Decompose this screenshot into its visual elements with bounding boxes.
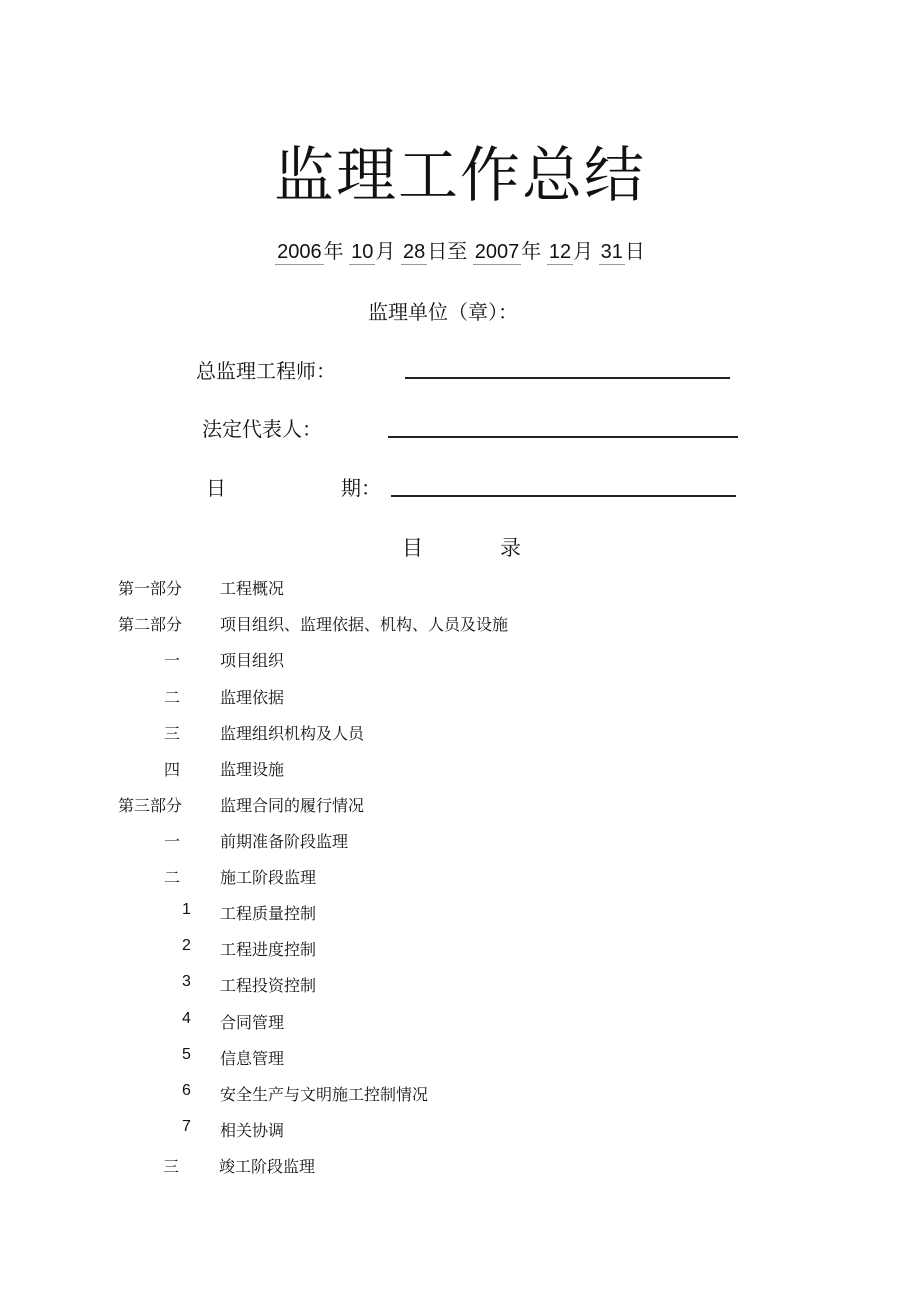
toc-item (0, 757, 920, 781)
toc-item (0, 1118, 920, 1142)
toc-item-number: 6 (182, 1082, 191, 1099)
chief-engineer-signature-line (405, 377, 730, 379)
toc-item-text: 项目组织 (220, 651, 285, 670)
toc-item-number: 4 (182, 1010, 191, 1027)
end-year: 2007 (474, 241, 520, 263)
toc-item-number: 四 (164, 760, 181, 779)
document-title: 监理工作总结 (274, 141, 646, 211)
toc-item-number: 第一部分 (118, 579, 183, 598)
end-day: 31 (600, 241, 623, 263)
day-unit: 日 (624, 239, 645, 263)
year-unit: 年 (521, 239, 542, 263)
toc-item (0, 1082, 920, 1106)
month-unit: 月 (573, 239, 594, 263)
toc-item (0, 1154, 920, 1178)
month-unit: 月 (375, 239, 396, 263)
toc-item (0, 1010, 920, 1034)
start-year: 2006 (277, 241, 322, 263)
day-unit: 日 (427, 239, 448, 263)
toc-item-text: 监理依据 (220, 688, 285, 707)
toc-item-text: 项目组织、监理依据、机构、人员及设施 (220, 615, 509, 634)
toc-item-number: 7 (182, 1118, 191, 1135)
toc-item-number: 三 (164, 724, 181, 743)
toc-item-text: 施工阶段监理 (220, 868, 317, 887)
toc-item (0, 793, 920, 817)
start-day: 28 (402, 241, 426, 263)
toc-item-text: 工程投资控制 (220, 976, 317, 995)
toc-item (0, 648, 920, 672)
legal-rep-label: 法定代表人： (202, 417, 322, 441)
toc-item (0, 865, 920, 889)
toc-item-text: 工程概况 (220, 579, 285, 598)
toc-item (0, 973, 920, 997)
toc-item-number: 2 (182, 937, 191, 954)
toc-item-text: 监理设施 (220, 760, 285, 779)
year-unit: 年 (323, 239, 344, 263)
toc-item-number: 二 (164, 688, 181, 707)
toc-title-char1: 目 (402, 536, 423, 560)
toc-item-text: 竣工阶段监理 (219, 1157, 316, 1176)
toc-item-number: 三 (163, 1157, 180, 1176)
toc-item (0, 612, 920, 636)
toc-item (0, 685, 920, 709)
date-label-char2: 期： (341, 476, 381, 500)
toc-item-text: 监理合同的履行情况 (220, 796, 365, 815)
toc-item-text: 工程进度控制 (220, 940, 317, 959)
toc-item (0, 576, 920, 600)
toc-item-number: 第三部分 (118, 796, 183, 815)
toc-item-text: 合同管理 (220, 1013, 285, 1032)
toc-item (0, 901, 920, 925)
date-label-char1: 日 (206, 476, 226, 500)
toc-title-char2: 录 (500, 536, 521, 560)
toc-item-number: 一 (164, 832, 181, 851)
toc-item-text: 信息管理 (220, 1049, 285, 1068)
toc-item-number: 二 (164, 868, 181, 887)
to-text: 至 (447, 239, 468, 263)
toc-item-text: 相关协调 (220, 1121, 285, 1140)
toc-item (0, 721, 920, 745)
chief-engineer-label: 总监理工程师： (196, 359, 336, 383)
supervision-unit-label: 监理单位（章）： (368, 300, 518, 324)
toc-item-text: 安全生产与文明施工控制情况 (220, 1085, 429, 1104)
end-month: 12 (548, 241, 572, 263)
start-month: 10 (351, 241, 374, 263)
toc-item-number: 一 (164, 651, 181, 670)
toc-item-number: 第二部分 (118, 615, 183, 634)
toc-item-text: 监理组织机构及人员 (220, 724, 365, 743)
date-range (0, 235, 920, 265)
toc-item-text: 前期准备阶段监理 (220, 832, 349, 851)
toc-item-number: 1 (182, 901, 191, 918)
legal-rep-signature-line (388, 436, 738, 438)
toc-item-number: 3 (182, 973, 191, 990)
toc-item-number: 5 (182, 1046, 191, 1063)
toc-item-text: 工程质量控制 (220, 904, 317, 923)
toc-item (0, 937, 920, 961)
date-signature-line (391, 495, 736, 497)
toc-item (0, 1046, 920, 1070)
toc-item (0, 829, 920, 853)
